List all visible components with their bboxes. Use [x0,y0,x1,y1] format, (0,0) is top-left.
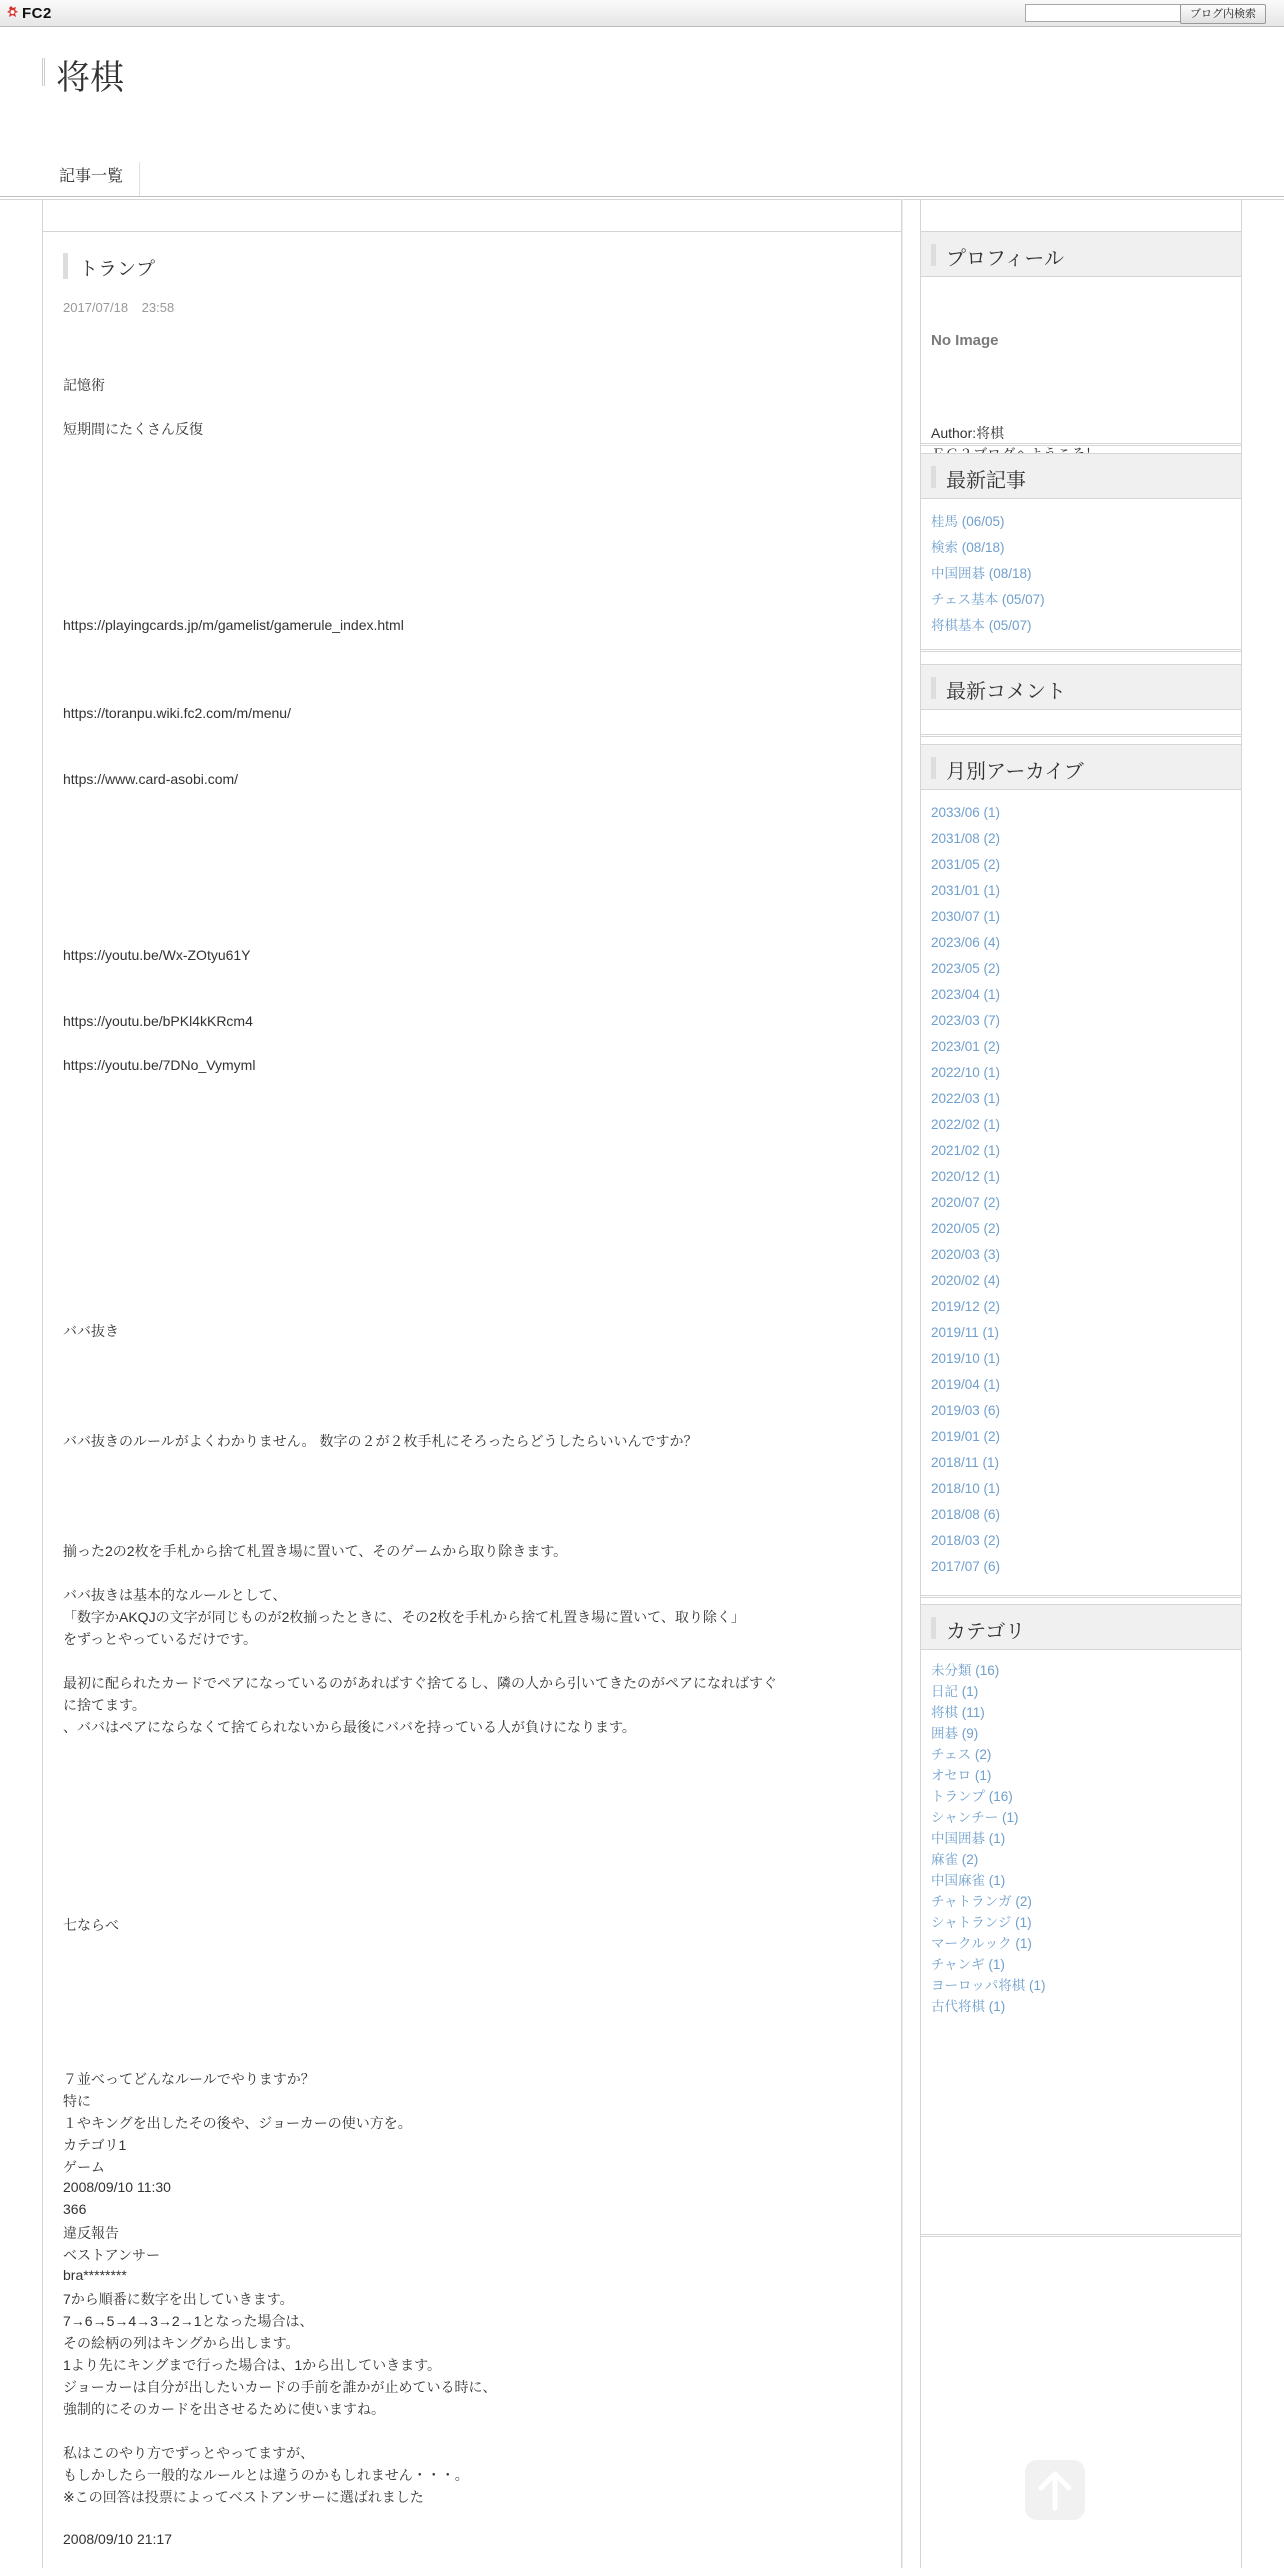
post-text: ベストアンサー [63,2247,161,2263]
fc2-logo[interactable] [6,4,52,22]
post-text: その絵柄の列はキングから出します。 [63,2335,300,2351]
post-text: 7から順番に数字を出していきます。 [63,2291,294,2307]
category-link[interactable]: オセロ (1) [931,1768,992,1783]
category-link[interactable]: 囲碁 (9) [931,1726,979,1741]
list-item [931,1554,1000,1580]
list-item [931,1954,1045,1975]
list-item [931,1849,1045,1870]
category-link[interactable]: 古代将棋 (1) [931,1999,1006,2014]
profile-avatar: No Image [931,332,999,349]
category-link[interactable]: マークルック (1) [931,1936,1032,1951]
post-text: ７並べってどんなルールでやりますか？ [63,2071,315,2087]
recent-comments-header [921,664,1241,710]
list-item [931,1996,1045,2017]
main-content [42,199,902,2568]
post-text: bra******** [63,2267,127,2283]
blog-title[interactable]: 将棋 [56,58,124,98]
post-text: 私はこのやり方でずっとやってますが、 [63,2445,315,2461]
monthly-archive-header [921,744,1241,790]
post-text: 366 [63,2201,87,2217]
list-item [931,1786,1045,1807]
post-text: もしかしたら一般的なルールとは違うのかもしれません・・・。 [63,2467,469,2483]
post-text: をずっとやっているだけです。 [63,1631,258,1647]
recent-posts-title: 最新記事 [946,470,1026,492]
monthly-archive-link[interactable]: 2031/05 (2) [931,857,1001,872]
monthly-archive-link[interactable]: 2018/08 (6) [931,1507,1001,1522]
post-link[interactable]: https://youtu.be/7DNo_Vymyml [63,1057,256,1073]
list-item [931,1912,1045,1933]
post-text: 2008/09/10 11:30 [63,2179,171,2195]
profile-plugin [921,231,1241,446]
post-text: 2008/09/10 21:17 [63,2531,172,2547]
post-text: 七ならべ [63,1917,119,1933]
category-link[interactable]: ヨーロッパ将棋 (1) [931,1978,1046,1993]
list-item [931,1216,1000,1242]
list-item [931,1528,1000,1554]
post-text: 揃った2の2枚を手札から捨て札置き場に置いて、そのゲームから取り除きます。 [63,1543,568,1559]
monthly-archive-link[interactable]: 2019/01 (2) [931,1429,1001,1444]
list-item [931,1933,1045,1954]
monthly-archive-link[interactable]: 2018/03 (2) [931,1533,1001,1548]
monthly-archive-link[interactable]: 2020/07 (2) [931,1195,1001,1210]
post-text: 1より先にキングまで行った場合は、1から出していきます。 [63,2357,442,2373]
list-item [931,1702,1045,1723]
post-link[interactable]: https://toranpu.wiki.fc2.com/m/menu/ [63,705,291,721]
list-item [931,1320,1000,1346]
monthly-archive-link[interactable]: 2019/03 (6) [931,1403,1001,1418]
post-text: 、ババはペアにならなくて捨てられないから最後にババを持っている人が負けになります。 [63,1719,636,1735]
list-item [931,561,1045,587]
list-item [931,1060,1000,1086]
list-item [931,1112,1000,1138]
list-item [931,904,1000,930]
category-link[interactable]: チェス (2) [931,1747,992,1762]
list-item [931,1828,1045,1849]
recent-posts-list [931,509,1045,639]
post-link[interactable]: https://youtu.be/Wx-ZOtyu61Y [63,947,251,963]
category-link[interactable]: チャンギ (1) [931,1957,1005,1972]
list-item [931,1891,1045,1912]
nav-article-list-link[interactable]: 記事一覧 [43,162,140,196]
list-item [931,826,1000,852]
profile-header [921,231,1241,277]
post-text: 強制的にそのカードを出させるために使いますね。 [63,2401,385,2417]
header-accent-bar [931,677,936,699]
list-item [931,1744,1045,1765]
header-accent-bar [931,466,936,488]
post-link[interactable]: https://www.card-asobi.com/ [63,771,239,787]
list-item [931,1190,1000,1216]
post-text: ババ抜き [63,1323,119,1339]
monthly-archive-list [931,800,1000,1580]
list-item [931,1398,1000,1424]
recent-posts-header [921,453,1241,499]
category-link[interactable]: シャンチー (1) [931,1810,1019,1825]
monthly-archive-link[interactable]: 2031/08 (2) [931,831,1001,846]
category-link[interactable]: チャトランガ (2) [931,1894,1032,1909]
list-item [931,1870,1045,1891]
list-item [931,1975,1045,1996]
post-text: ゲーム [63,2159,105,2175]
monthly-archive-link[interactable]: 2021/02 (1) [931,1143,1001,1158]
monthly-archive-link[interactable]: 2023/03 (7) [931,1013,1001,1028]
list-item [931,930,1000,956]
list-item [931,852,1000,878]
list-item [931,1660,1045,1681]
title-accent-bar [42,58,53,86]
monthly-archive-link[interactable]: 2023/04 (1) [931,987,1001,1002]
post-text: 特に [63,2093,91,2109]
monthly-archive-link[interactable]: 2018/11 (1) [931,1455,1000,1470]
profile-author: Author:将棋 [931,425,1005,441]
post-text: 違反報告 [63,2225,119,2241]
post-text: ババ抜きのルールがよくわかりません。 数字の２が２枚手札にそろったらどうしたらいいんですか？ [63,1433,698,1449]
recent-post-link[interactable]: チェス基本 (05/07) [931,592,1045,607]
list-item [931,1807,1045,1828]
post-text: 「数字かAKQJの文字が同じものが2枚揃ったときに、その2枚を手札から捨て札置き場に置いて、取り除く」 [63,1609,745,1625]
list-item [931,613,1045,639]
monthly-archive-link[interactable]: 2031/01 (1) [931,883,1001,898]
post-text: カテゴリ1 [63,2137,127,2153]
fc2-logo-text: FC2 [22,4,52,22]
post-text: ババ抜きは基本的なルールとして、 [63,1587,287,1603]
list-item [931,878,1000,904]
monthly-archive-title: 月別アーカイブ [946,761,1084,783]
monthly-archive-link[interactable]: 2020/02 (4) [931,1273,1001,1288]
monthly-archive-link[interactable]: 2033/06 (1) [931,805,1001,820]
list-item [931,1424,1000,1450]
list-item [931,1164,1000,1190]
category-link[interactable]: 未分類 (16) [931,1663,1000,1678]
list-item [931,1476,1000,1502]
header-accent-bar [931,244,936,266]
monthly-archive-link[interactable]: 2020/03 (3) [931,1247,1001,1262]
list-item [931,1268,1000,1294]
categories-header [921,1604,1241,1650]
content-divider [902,199,903,2568]
fc2-toolbar [0,0,1284,27]
header-divider [0,196,1284,197]
post-link[interactable]: https://playingcards.jp/m/gamelist/gamerule_index.html [63,617,404,633]
list-item [931,535,1045,561]
monthly-archive-link[interactable]: 2022/02 (1) [931,1117,1001,1132]
recent-post-link[interactable]: 将棋基本 (05/07) [931,618,1032,633]
monthly-archive-link[interactable]: 2030/07 (1) [931,909,1001,924]
list-item [931,1681,1045,1702]
blog-search-button[interactable]: ブログ内検索 [1180,4,1266,24]
recent-comments-title: 最新コメント [946,681,1066,703]
monthly-archive-link[interactable]: 2023/05 (2) [931,961,1001,976]
list-item [931,1086,1000,1112]
monthly-archive-link[interactable]: 2020/05 (2) [931,1221,1001,1236]
recent-posts-plugin [921,453,1241,652]
monthly-archive-link[interactable]: 2019/10 (1) [931,1351,1001,1366]
list-item [931,1723,1045,1744]
category-link[interactable]: トランプ (16) [931,1789,1013,1804]
list-item [931,1502,1000,1528]
post-title-accent-bar [63,253,68,279]
list-item [931,1346,1000,1372]
category-link[interactable]: 将棋 (11) [931,1705,985,1720]
list-item [931,1008,1000,1034]
page-top-button[interactable] [1025,2460,1085,2520]
categories-list [931,1660,1045,2017]
categories-plugin [921,1604,1241,2237]
profile-title: プロフィール [946,248,1064,270]
list-item [931,800,1000,826]
category-link[interactable]: 中国囲碁 (1) [931,1831,1006,1846]
list-item [931,956,1000,982]
post-title[interactable]: トランプ [79,259,156,280]
monthly-archive-link[interactable]: 2022/10 (1) [931,1065,1001,1080]
category-link[interactable]: 日記 (1) [931,1684,979,1699]
list-item [931,587,1045,613]
monthly-archive-plugin [921,744,1241,1598]
content-divider [43,231,901,232]
post-text: 短期間にたくさん反復 [63,421,203,437]
list-item [931,509,1045,535]
fc2-logo-icon [6,6,19,20]
post-text: ジョーカーは自分が出したいカードの手前を誰かが止めている時に、 [63,2379,497,2395]
list-item [931,1138,1000,1164]
header-accent-bar [931,757,936,779]
post-text: 7→6→5→4→3→2→1となった場合は、 [63,2313,314,2329]
recent-comments-plugin [921,664,1241,737]
monthly-archive-link[interactable]: 2019/12 (2) [931,1299,1001,1314]
category-link[interactable]: シャトランジ (1) [931,1915,1032,1930]
category-link[interactable]: 中国麻雀 (1) [931,1873,1006,1888]
list-item [931,1450,1000,1476]
monthly-archive-link[interactable]: 2023/06 (4) [931,935,1001,950]
monthly-archive-link[interactable]: 2019/11 (1) [931,1325,1000,1340]
list-item [931,1242,1000,1268]
blog-search-input[interactable] [1025,4,1181,22]
monthly-archive-link[interactable]: 2022/03 (1) [931,1091,1001,1106]
header-accent-bar [931,1617,936,1639]
recent-post-link[interactable]: 桂馬 (06/05) [931,514,1005,529]
recent-post-link[interactable]: 中国囲碁 (08/18) [931,566,1032,581]
post-text: に捨てます。 [63,1697,146,1713]
post-date: 2017/07/18 23:58 [63,300,175,315]
post-link[interactable]: https://youtu.be/bPKl4kKRcm4 [63,1013,253,1029]
post-text: １やキングを出したその後や、ジョーカーの使い方を。 [63,2115,412,2131]
list-item [931,1765,1045,1786]
arrow-up-icon [1025,2460,1085,2520]
list-item [931,1372,1000,1398]
post-text: ※この回答は投票によってベストアンサーに選ばれました [63,2489,424,2505]
list-item [931,1294,1000,1320]
recent-post-link[interactable]: 検索 (08/18) [931,540,1005,555]
list-item [931,982,1000,1008]
categories-title: カテゴリ [946,1621,1026,1643]
monthly-archive-link[interactable]: 2019/04 (1) [931,1377,1001,1392]
post-text: 最初に配られたカードでペアになっているのがあればすぐ捨てるし、隣の人から引いてきたのがペアになればすぐ [63,1675,777,1691]
category-link[interactable]: 麻雀 (2) [931,1852,979,1867]
monthly-archive-link[interactable]: 2020/12 (1) [931,1169,1001,1184]
list-item [931,1034,1000,1060]
monthly-archive-link[interactable]: 2017/07 (6) [931,1559,1001,1574]
sidebar [920,199,1242,2568]
post-text: 記憶術 [63,377,105,393]
monthly-archive-link[interactable]: 2018/10 (1) [931,1481,1001,1496]
monthly-archive-link[interactable]: 2023/01 (2) [931,1039,1001,1054]
